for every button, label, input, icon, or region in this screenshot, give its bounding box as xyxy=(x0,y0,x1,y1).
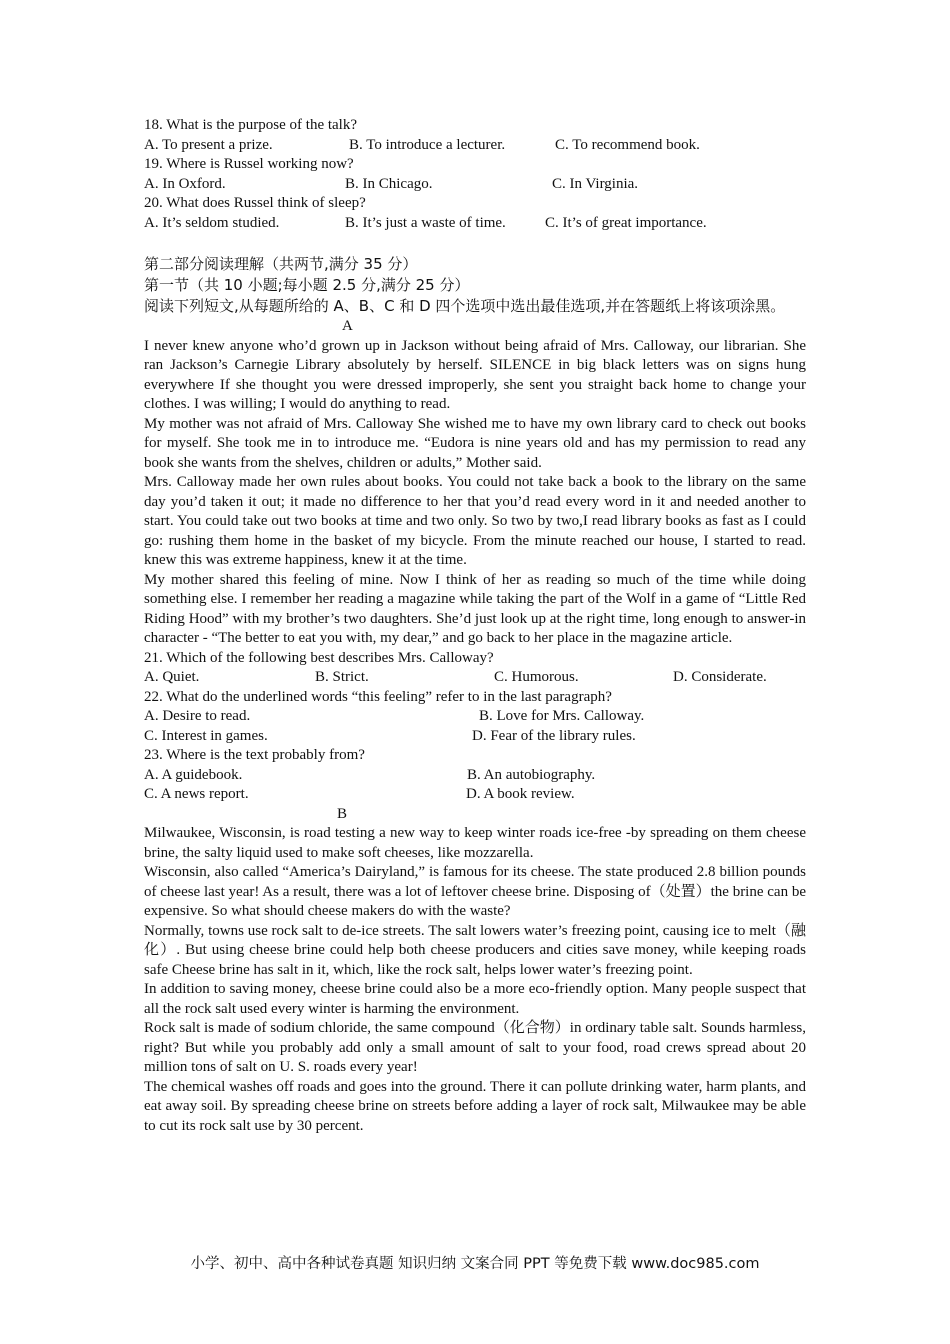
passage-a-letter: A xyxy=(342,318,353,334)
option-22-b: B. Love for Mrs. Calloway. xyxy=(479,708,645,724)
options-21 xyxy=(144,668,806,688)
option-23-c: C. A news report. xyxy=(144,786,249,802)
options-23-ab xyxy=(144,766,806,786)
passage-b-paragraph: The chemical washes off roads and goes into the ground. There it can pollute drinking water, harm plants, and eat away soil. By spreading cheese brine on streets before adding a layer of rock salt, Milwaukee may be able to cut its rock salt use by 30 percent. xyxy=(144,1078,806,1134)
passage-b-paragraph: In addition to saving money, cheese brine could also be a more eco-friendly option. Many people suspect that all the rock salt used every winter is harming the environment. xyxy=(144,981,806,1017)
option-20-a: A. It’s seldom studied. xyxy=(144,214,280,231)
option-21-b: B. Strict. xyxy=(315,669,369,685)
passage-b-paragraph: Rock salt is made of sodium chloride, the same compound（化合物）in ordinary table salt. Sounds harmless, right? But while you probably add only a small amount of salt to your food, road crews spread about 20 million tons of salt on U. S. roads every year! xyxy=(144,1020,806,1075)
option-21-a: A. Quiet. xyxy=(144,669,200,685)
exam-content xyxy=(144,116,806,1136)
option-20-c: C. It’s of great importance. xyxy=(545,214,707,231)
passage-b-paragraph: Milwaukee, Wisconsin, is road testing a new way to keep winter roads ice-free -by spreading on them cheese brine, the salty liquid used to make soft cheeses, like mozzarella. xyxy=(144,825,806,861)
options-23-cd xyxy=(144,785,806,805)
options-18 xyxy=(144,136,806,156)
options-22-ab xyxy=(144,707,806,727)
footer-banner: 小学、初中、高中各种试卷真题 知识归纳 文案合同 PPT 等免费下载 www.doc985.com xyxy=(190,1256,760,1272)
option-21-c: C. Humorous. xyxy=(494,669,579,685)
option-22-d: D. Fear of the library rules. xyxy=(472,727,636,744)
option-19-a: A. In Oxford. xyxy=(144,175,226,192)
passage-a-paragraph: My mother shared this feeling of mine. Now I think of her as reading so much of the time while doing something else. I remember her reading a magazine while taking the part of the Wolf in a game of “Little Red Riding Hood” with my brother’s two daughters. She’d just look up at the right time, long enough to answer-in character - “The better to eat you with, my dear,” and go back to her place in the magazine article. xyxy=(144,571,806,646)
options-22-cd xyxy=(144,727,806,747)
option-19-b: B. In Chicago. xyxy=(345,175,433,192)
option-23-d: D. A book review. xyxy=(466,786,575,802)
option-18-a: A. To present a prize. xyxy=(144,136,273,153)
question-22: 22. What do the underlined words “this feeling” refer to in the last paragraph? xyxy=(144,688,612,705)
part2-heading: 第二部分阅读理解（共两节,满分 35 分） xyxy=(144,255,418,273)
question-20: 20. What does Russel think of sleep? xyxy=(144,195,366,211)
option-22-c: C. Interest in games. xyxy=(144,727,268,744)
passage-a-paragraph: My mother was not afraid of Mrs. Calloway She wished me to have my own library card to check out books for myself. She took me in to introduce me. “Eudora is nine years old and has my permission to read any book she wants from the shelves, children or adults,” Mother said. xyxy=(144,415,806,471)
option-18-c: C. To recommend book. xyxy=(555,136,700,153)
passage-a-paragraph: I never knew anyone who’d grown up in Jackson without being afraid of Mrs. Calloway, our librarian. She ran Jackson’s Carnegie Library absolutely by herself. SILENCE in big black letters was on signs hung everywhere If she thought you were dressed improperly, she sent you straight back home to change your clothes. I was willing; I would do anything to read. xyxy=(144,337,806,412)
option-22-a: A. Desire to read. xyxy=(144,708,251,724)
question-21: 21. Which of the following best describes Mrs. Calloway? xyxy=(144,649,494,666)
passage-b-paragraph: Wisconsin, also called “America’s Dairyland,” is famous for its cheese. The state produced 2.8 billion pounds of cheese last year! As a result, there was a lot of leftover cheese brine. Disposing of（处置）the brine can be expensive. So what should cheese makers do with the waste? xyxy=(144,864,806,919)
option-19-c: C. In Virginia. xyxy=(552,175,639,192)
option-18-b: B. To introduce a lecturer. xyxy=(349,136,506,153)
options-20 xyxy=(144,214,806,234)
option-20-b: B. It’s just a waste of time. xyxy=(345,214,506,231)
options-19 xyxy=(144,175,806,195)
option-21-d: D. Considerate. xyxy=(673,669,767,685)
option-23-a: A. A guidebook. xyxy=(144,766,243,783)
section1-heading: 第一节（共 10 小题;每小题 2.5 分,满分 25 分） xyxy=(144,276,470,294)
passage-a-paragraph: Mrs. Calloway made her own rules about books. You could not take back a book to the library on the same day you’d taken it out; it made no difference to her that you’d read every word in it and needed another to start. You could take out two books at time and two only. So two by two,I read library books as fast as I could go: rushing them home in the basket of my bicycle. From the minute reached our house, I started to read. knew this was extreme happiness, knew it at the time. xyxy=(144,474,806,568)
question-19: 19. Where is Russel working now? xyxy=(144,156,354,172)
question-18: 18. What is the purpose of the talk? xyxy=(144,117,358,133)
part2-instruction: 阅读下列短文,从每题所给的 A、B、C 和 D 四个选项中选出最佳选项,并在答题纸上将该项涂黑。 xyxy=(144,297,786,315)
passage-b-paragraph: Normally, towns use rock salt to de-ice streets. The salt lowers water’s freezing point, causing ice to melt（融化）. But using cheese brine could help both cheese producers and cities save money, while keeping roads safe Cheese brine has salt in it, which, like the rock salt, helps lower water’s freezing point. xyxy=(144,922,806,978)
passage-b-letter: B xyxy=(337,805,348,822)
option-23-b: B. An autobiography. xyxy=(467,766,596,783)
question-23: 23. Where is the text probably from? xyxy=(144,747,365,763)
